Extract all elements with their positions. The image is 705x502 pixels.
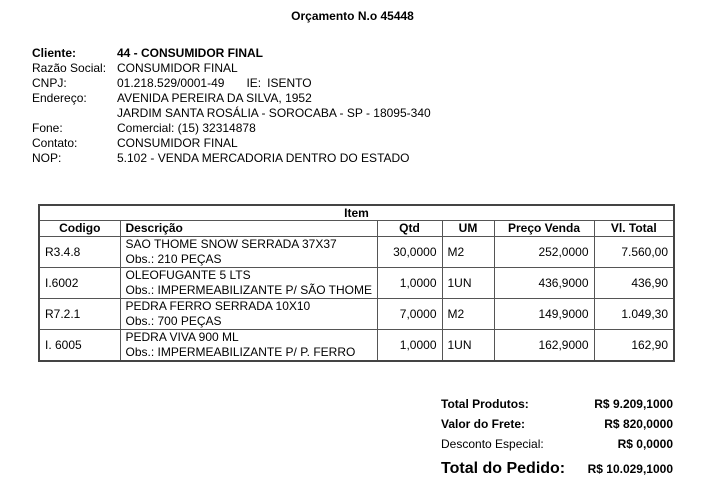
contato-label: Contato: — [32, 136, 78, 150]
item-obs: Obs.: 210 PEÇAS — [125, 252, 222, 266]
cnpj-row — [32, 76, 431, 91]
cell-qtd: 1,0000 — [377, 268, 442, 299]
table-row — [39, 237, 674, 268]
razao-row — [32, 61, 431, 76]
header-qtd: Qtd — [377, 221, 442, 237]
cell-codigo: I. 6005 — [39, 330, 120, 362]
table-header-row — [39, 221, 674, 237]
item-description: PEDRA FERRO SERRADA 10X10 — [125, 299, 311, 313]
items-table — [38, 204, 675, 362]
table-row — [39, 299, 674, 330]
item-description: PEDRA VIVA 900 ML — [125, 330, 239, 344]
cnpj-label: CNPJ: — [32, 76, 67, 90]
cliente-value: 44 - CONSUMIDOR FINAL — [117, 46, 264, 60]
endereco-row-2 — [32, 106, 431, 121]
endereco-line2: JARDIM SANTA ROSÁLIA - SOROCABA - SP - 18095-340 — [117, 106, 431, 120]
client-row — [32, 46, 431, 61]
desconto-label: Desconto Especial: — [441, 437, 544, 451]
ie-value: ISENTO — [267, 76, 312, 90]
cell-um: M2 — [442, 299, 494, 330]
cell-um: 1UN — [442, 268, 494, 299]
cell-codigo: R7.2.1 — [39, 299, 120, 330]
valor-frete-row — [441, 416, 673, 436]
header-descricao: Descrição — [120, 221, 377, 237]
desconto-row — [441, 436, 673, 456]
nop-label: NOP: — [32, 151, 62, 165]
item-obs: Obs.: 700 PEÇAS — [125, 314, 222, 328]
item-obs: Obs.: IMPERMEABILIZANTE P/ P. FERRO — [125, 345, 356, 359]
cell-qtd: 30,0000 — [377, 237, 442, 268]
header-um: UM — [442, 221, 494, 237]
cell-codigo: R3.4.8 — [39, 237, 120, 268]
cell-descricao — [120, 299, 377, 330]
cell-total: 162,90 — [594, 330, 674, 362]
cell-descricao — [120, 268, 377, 299]
header-preco: Preço Venda — [494, 221, 594, 237]
item-description: OLEOFUGANTE 5 LTS — [125, 268, 251, 282]
cell-descricao — [120, 330, 377, 362]
contato-value: CONSUMIDOR FINAL — [117, 136, 238, 150]
cell-preco: 149,9000 — [494, 299, 594, 330]
endereco-spacer — [32, 106, 117, 121]
cell-qtd: 1,0000 — [377, 330, 442, 362]
razao-value: CONSUMIDOR FINAL — [117, 61, 238, 75]
cell-total: 436,90 — [594, 268, 674, 299]
document-title: Orçamento N.o 45448 — [291, 9, 414, 23]
endereco-line1: AVENIDA PEREIRA DA SILVA, 1952 — [117, 91, 312, 105]
cell-preco: 436,9000 — [494, 268, 594, 299]
cell-qtd: 7,0000 — [377, 299, 442, 330]
nop-value: 5.102 - VENDA MERCADORIA DENTRO DO ESTADO — [117, 151, 410, 165]
cell-um: 1UN — [442, 330, 494, 362]
table-group-header: Item — [39, 205, 674, 221]
total-produtos-label: Total Produtos: — [441, 397, 529, 411]
cell-preco: 252,0000 — [494, 237, 594, 268]
ie-label: IE: — [246, 76, 262, 90]
total-produtos-value: R$ 9.209,1000 — [594, 397, 673, 411]
item-description: SAO THOME SNOW SERRADA 37X37 — [125, 237, 337, 251]
total-pedido-row — [441, 456, 673, 482]
table-row — [39, 330, 674, 362]
endereco-label: Endereço: — [32, 91, 87, 105]
cell-total: 1.049,30 — [594, 299, 674, 330]
cell-preco: 162,9000 — [494, 330, 594, 362]
cell-total: 7.560,00 — [594, 237, 674, 268]
cell-codigo: I.6002 — [39, 268, 120, 299]
fone-value: Comercial: (15) 32314878 — [117, 121, 256, 135]
total-pedido-value: R$ 10.029,1000 — [587, 462, 673, 476]
fone-row — [32, 121, 431, 136]
contato-row — [32, 136, 431, 151]
total-pedido-label: Total do Pedido: — [441, 460, 566, 477]
razao-label: Razão Social: — [32, 61, 107, 75]
valor-frete-value: R$ 820,0000 — [604, 417, 673, 431]
cliente-label: Cliente: — [32, 46, 77, 60]
client-info — [32, 46, 431, 166]
desconto-value: R$ 0,0000 — [617, 437, 673, 451]
header-codigo: Codigo — [39, 221, 120, 237]
endereco-row — [32, 91, 431, 106]
cell-um: M2 — [442, 237, 494, 268]
fone-label: Fone: — [32, 121, 63, 135]
cnpj-value: 01.218.529/0001-49 — [117, 76, 225, 90]
cell-descricao — [120, 237, 377, 268]
header-total: Vl. Total — [594, 221, 674, 237]
nop-row — [32, 151, 431, 166]
valor-frete-label: Valor do Frete: — [441, 417, 526, 431]
totals-block — [441, 396, 673, 482]
total-produtos-row — [441, 396, 673, 416]
item-obs: Obs.: IMPERMEABILIZANTE P/ SÃO THOME — [125, 283, 372, 297]
table-row — [39, 268, 674, 299]
